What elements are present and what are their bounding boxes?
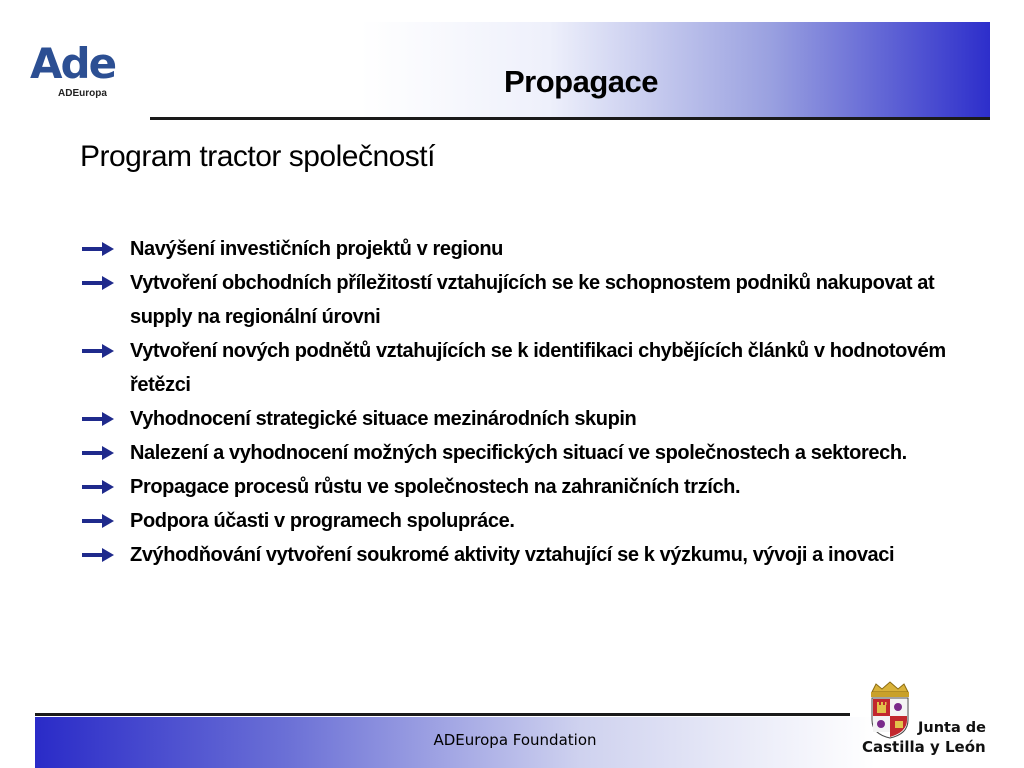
junta-line2: Castilla y León <box>862 738 986 756</box>
arrow-right-icon <box>80 411 116 427</box>
bullet-item <box>80 334 970 402</box>
ade-logo-wordmark: Ade <box>30 39 116 88</box>
coat-of-arms-icon <box>862 680 918 740</box>
bullet-item <box>80 470 970 504</box>
bullet-text: Navýšení investičních projektů v regionu <box>130 238 504 260</box>
bullet-item <box>80 402 970 436</box>
arrow-right-icon <box>80 445 116 461</box>
arrow-right-icon <box>80 479 116 495</box>
junta-castilla-leon-logo <box>858 680 1008 768</box>
bullet-text: Vytvoření nových podnětů vztahujících se k identifikaci chybějících článků v hodnotovém řetězci <box>130 340 946 396</box>
bullet-item <box>80 538 970 572</box>
ade-logo-subtitle: ADEuropa <box>58 88 107 99</box>
bullet-text: Podpora účasti v programech spolupráce. <box>130 510 515 532</box>
arrow-right-icon <box>80 343 116 359</box>
arrow-right-icon <box>80 513 116 529</box>
junta-line1: Junta de <box>918 720 987 736</box>
bullet-text: Nalezení a vyhodnocení možných specifických situací ve společnostech a sektorech. <box>130 442 907 464</box>
arrow-right-icon <box>80 241 116 257</box>
arrow-right-icon <box>80 547 116 563</box>
header-divider <box>150 117 990 120</box>
bullet-list <box>80 232 970 572</box>
bullet-item <box>80 436 970 470</box>
page-title: Propagace <box>503 64 658 99</box>
bullet-text: Propagace procesů růstu ve společnostech na zahraničních trzích. <box>130 476 741 498</box>
arrow-right-icon <box>80 275 116 291</box>
bullet-text: Vyhodnocení strategické situace mezinárodních skupin <box>130 408 637 430</box>
bullet-item <box>80 504 970 538</box>
bullet-text: Zvýhodňování vytvoření soukromé aktivity vztahující se k výzkumu, vývoji a inovaci <box>130 544 895 566</box>
bullet-item <box>80 232 970 266</box>
ade-logo <box>30 40 126 102</box>
bullet-text: Vytvoření obchodních příležitostí vztahujících se ke schopnostem podniků nakupovat at supply na regionální úrovni <box>130 272 935 328</box>
footer-divider <box>35 713 850 716</box>
footer-label: ADEuropa Foundation <box>433 731 597 749</box>
section-subtitle: Program tractor společností <box>80 140 435 173</box>
bullet-item <box>80 266 970 334</box>
